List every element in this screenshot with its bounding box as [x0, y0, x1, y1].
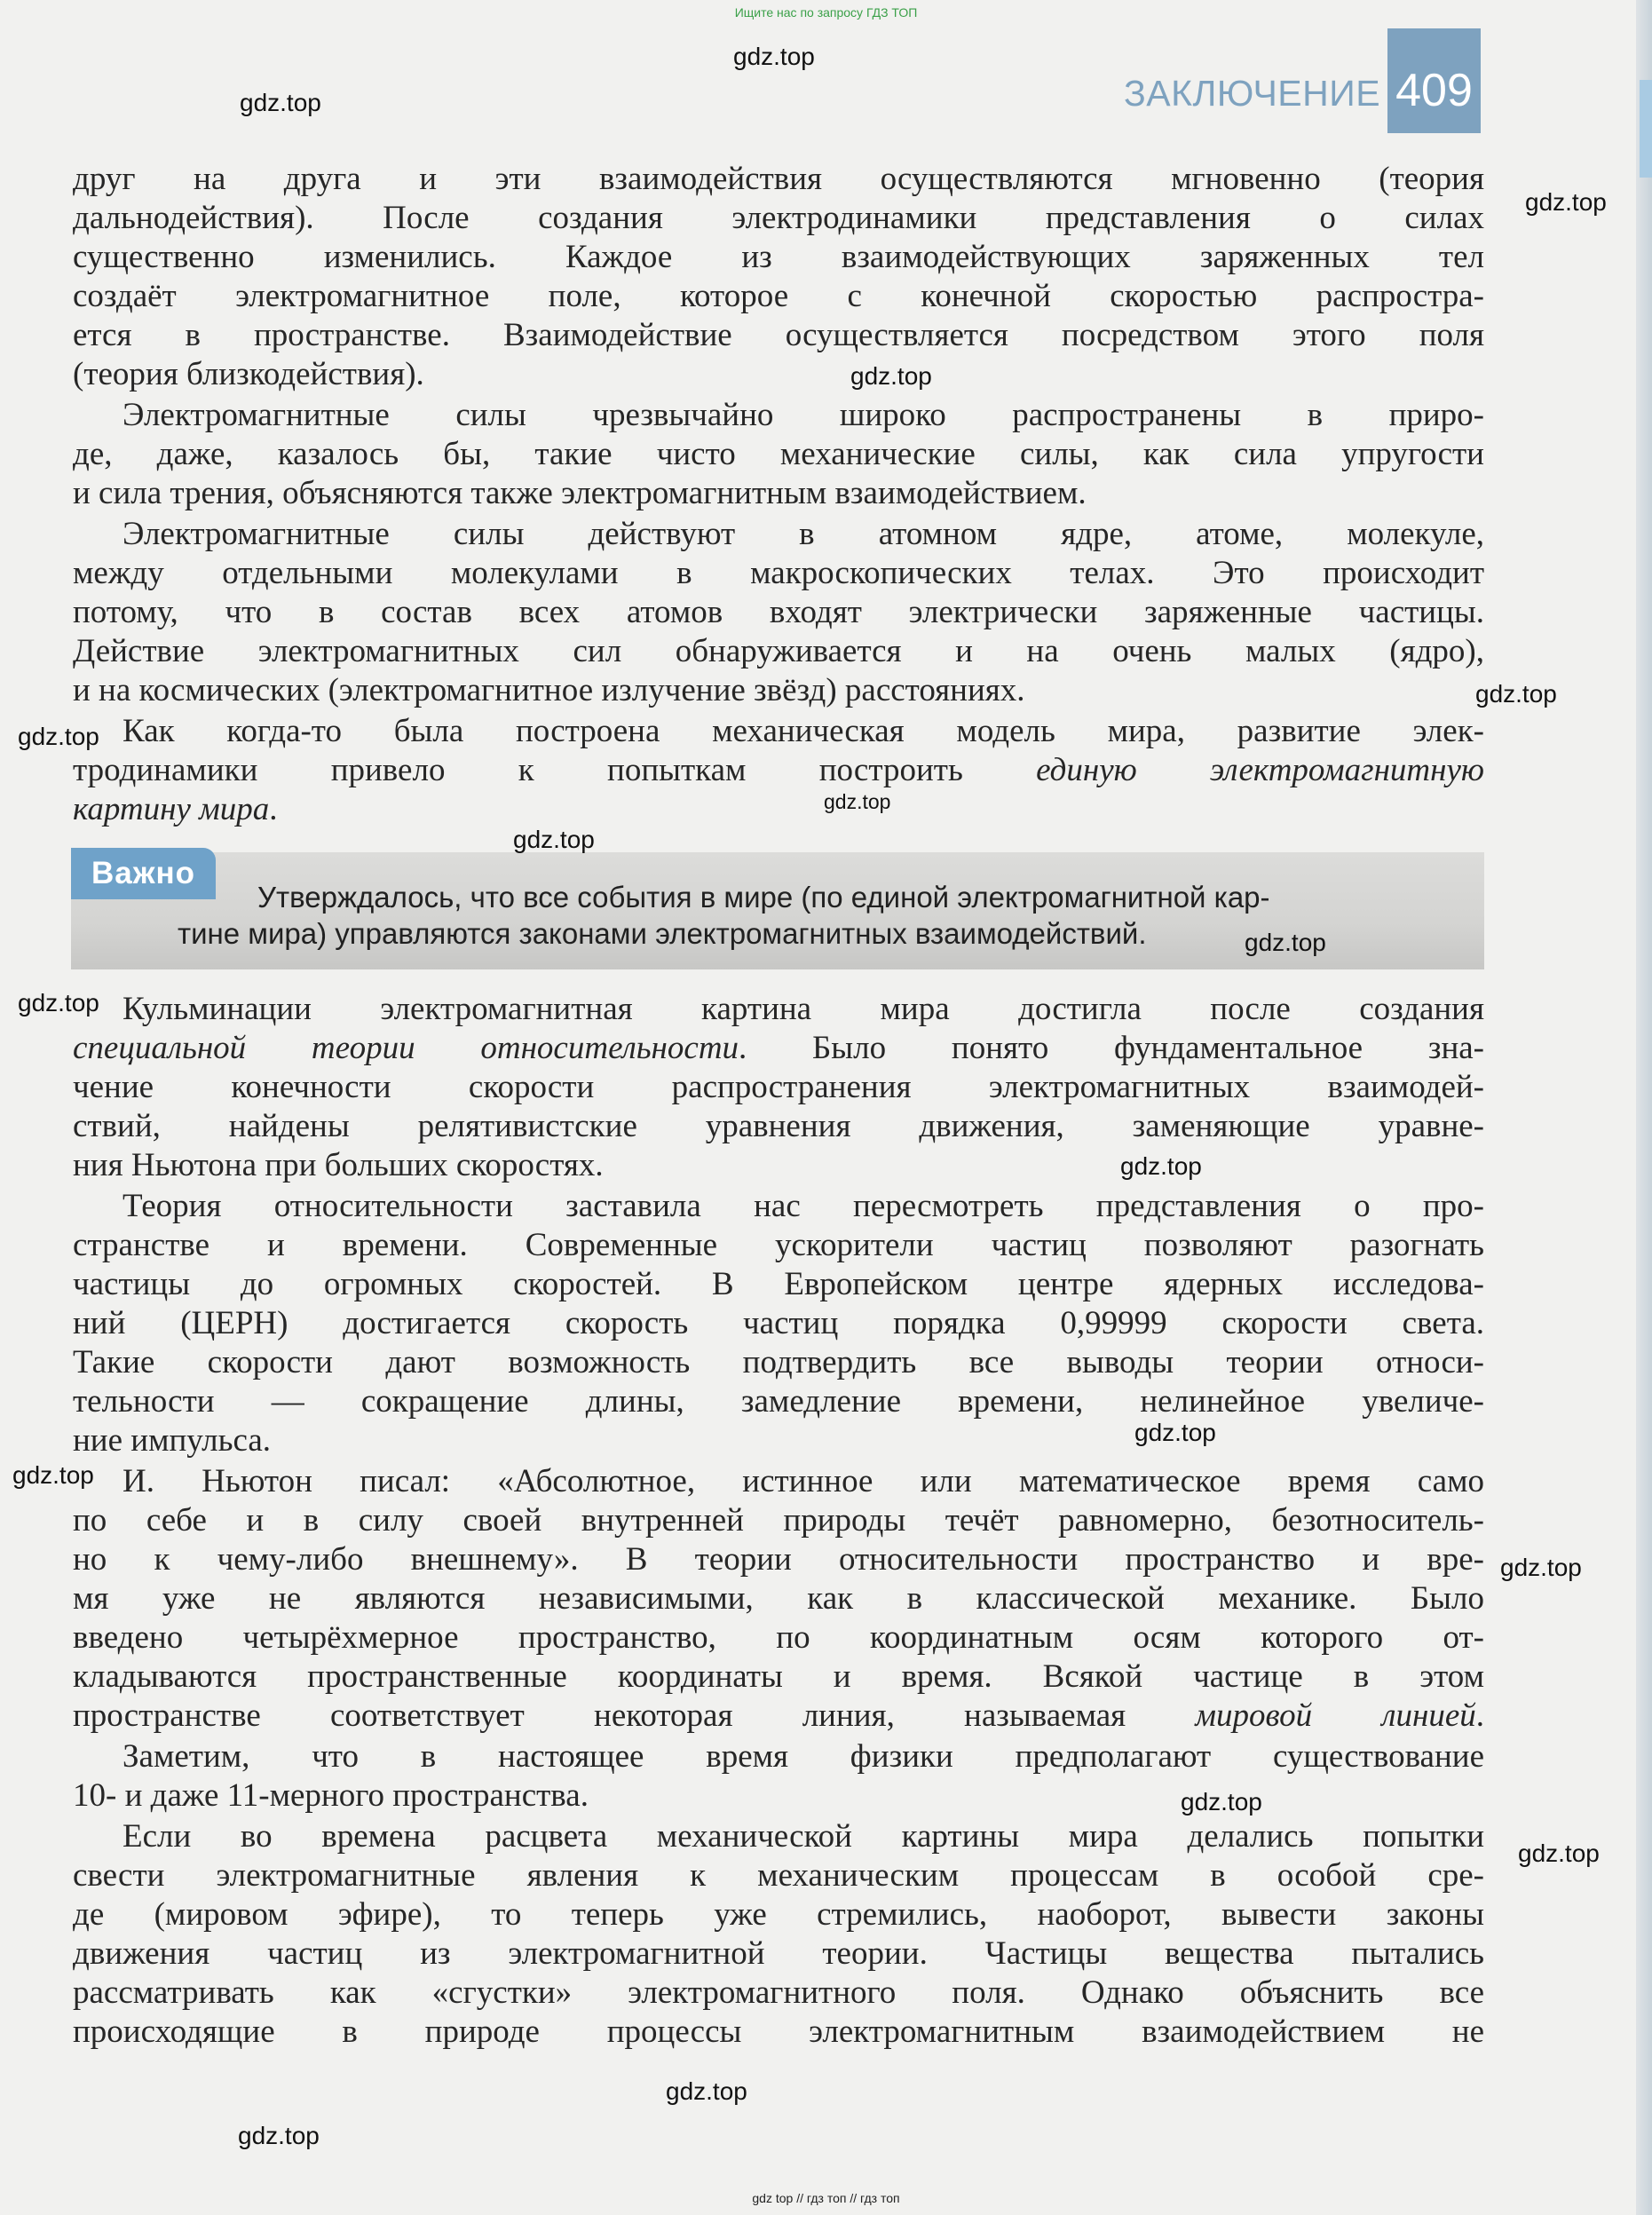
watermark: gdz.top [513, 826, 595, 853]
text-line: по себе и в силу своей внутренней природы течёт равномерно, безотноситель- [73, 1502, 1484, 1539]
watermark: gdz.top [18, 723, 99, 750]
term-emphasis: картину мира [73, 791, 270, 827]
text-segment: . [269, 791, 278, 827]
text-line: де, даже, казалось бы, такие чисто механические силы, как сила упругости [73, 436, 1484, 472]
watermark: gdz.top [666, 2077, 747, 2105]
term-emphasis: специальной теории относительности [73, 1030, 739, 1066]
text-line: рассматривать как «сгустки» электромагнитного поля. Однако объяснить все [73, 1974, 1484, 2011]
page-tab-marker [1640, 80, 1652, 178]
text-line: Действие электромагнитных сил обнаруживается и на очень малых (ядро), [73, 633, 1484, 669]
text-line: Электромагнитные силы чрезвычайно широко распространены в приро- [123, 397, 1484, 433]
watermark: gdz.top [1245, 929, 1326, 956]
text-line: происходящие в природе процессы электромагнитным взаимодействием не [73, 2013, 1484, 2050]
text-line: ствий, найдены релятивистские уравнения движения, заменяющие уравне- [73, 1108, 1484, 1144]
top-note: Ищите нас по запросу ГДЗ ТОП [734, 5, 918, 20]
text-line: Кульминации электромагнитная картина мира достигла после создания [123, 991, 1484, 1027]
watermark: gdz.top [1475, 680, 1557, 708]
text-line: де (мировом эфире), то теперь уже стремились, наоборот, вывести законы [73, 1896, 1484, 1933]
text-line [73, 790, 1484, 829]
watermark: gdz.top [238, 2122, 320, 2149]
text-segment: пространстве соответствует некоторая линия, называемая [73, 1697, 1126, 1734]
text-line: потому, что в состав всех атомов входят электрически заряженные частицы. [73, 594, 1484, 630]
watermark: gdz.top [850, 362, 932, 390]
text-line: странстве и времени. Современные ускорители частиц позволяют разогнать [73, 1227, 1484, 1263]
page-edge [1636, 0, 1652, 2215]
text-line: ния Ньютона при больших скоростях. [73, 1147, 604, 1183]
page-header [1118, 28, 1481, 133]
text-line: чение конечности скорости распространения электромагнитных взаимодей- [73, 1069, 1484, 1105]
text-line: ний (ЦЕРН) достигается скорость частиц порядка 0,99999 скорости света. [73, 1305, 1484, 1341]
footer-note: gdz top // гдз топ // гдз топ [752, 2191, 900, 2205]
text-line: кладываются пространственные координаты и время. Всякой частице в этом [73, 1658, 1484, 1695]
watermark: gdz.top [1134, 1419, 1216, 1446]
text-line: ние импульса. [73, 1422, 272, 1459]
watermark: gdz.top [824, 790, 891, 813]
text-line: и на космических (электромагнитное излучение звёзд) расстояниях. [73, 672, 1025, 708]
important-label: Важно [71, 848, 216, 899]
watermark: gdz.top [1181, 1788, 1262, 1816]
watermark: gdz.top [1120, 1152, 1202, 1180]
text-line: друг на друга и эти взаимодействия осуществляются мгновенно (теория [73, 161, 1484, 197]
text-line: Заметим, что в настоящее время физики предполагают существование [123, 1738, 1484, 1775]
term-emphasis: единую электромагнитную [1036, 752, 1485, 788]
text-line: между отдельными молекулами в макроскопических телах. Это происходит [73, 555, 1484, 591]
text-line: Как когда-то была построена механическая модель мира, развитие элек- [123, 713, 1484, 749]
text-line: создаёт электромагнитное поле, которое с конечной скоростью распростра- [73, 278, 1484, 314]
watermark: gdz.top [12, 1461, 94, 1489]
text-segment: . Было понято фундаментальное зна- [739, 1030, 1484, 1066]
text-line: введено четырёхмерное пространство, по координатным осям которого от- [73, 1619, 1484, 1656]
text-line: Если во времена расцвета механической картины мира делались попытки [123, 1818, 1484, 1855]
text-line: Теория относительности заставила нас пересмотреть представления о про- [123, 1188, 1484, 1224]
text-line: свести электромагнитные явления к механическим процессам в особой сре- [73, 1857, 1484, 1894]
text-line: и сила трения, объясняются также электромагнитным взаимодействием. [73, 475, 1087, 511]
text-segment: тродинамики привело к попыткам построить [73, 752, 963, 788]
text-line: мя уже не являются независимыми, как в классической механике. Было [73, 1580, 1484, 1617]
text-line [73, 1697, 1484, 1736]
text-line: Электромагнитные силы действуют в атомном ядре, атоме, молекуле, [123, 516, 1484, 552]
text-line: (теория близкодействия). [73, 356, 424, 392]
text-line [73, 751, 1484, 790]
watermark: gdz.top [1525, 188, 1607, 216]
text-line: частицы до огромных скоростей. В Европейском центре ядерных исследова- [73, 1266, 1484, 1302]
text-line: И. Ньютон писал: «Абсолютное, истинное или математическое время само [123, 1463, 1484, 1499]
important-text-line: тине мира) управляются законами электромагнитных взаимодействий. [178, 917, 1147, 950]
watermark: gdz.top [18, 989, 99, 1017]
text-line: ется в пространстве. Взаимодействие осуществляется посредством этого поля [73, 317, 1484, 353]
text-line: движения частиц из электромагнитной теории. Частицы вещества пытались [73, 1935, 1484, 1972]
text-line: 10- и даже 11-мерного пространства. [73, 1777, 589, 1814]
text-line: Такие скорости дают возможность подтвердить все выводы теории относи- [73, 1344, 1484, 1380]
watermark: gdz.top [733, 43, 815, 70]
text-line: дальнодействия). После создания электродинамики представления о силах [73, 200, 1484, 236]
term-emphasis: мировой линией [1195, 1697, 1476, 1734]
important-text-line: Утверждалось, что все события в мире (по единой электромагнитной кар- [257, 881, 1270, 914]
text-segment: . [1475, 1697, 1484, 1734]
watermark: gdz.top [240, 89, 321, 116]
text-line: но к чему-либо внешнему». В теории относительности пространство и вре- [73, 1541, 1484, 1578]
watermark: gdz.top [1518, 1839, 1600, 1867]
watermark: gdz.top [1500, 1554, 1582, 1581]
page-number: 409 [1387, 28, 1481, 133]
chapter-title: ЗАКЛЮЧЕНИЕ [1124, 73, 1381, 114]
text-line [73, 1029, 1484, 1068]
text-line: тельности — сокращение длины, замедление времени, нелинейное увеличе- [73, 1383, 1484, 1420]
text-line: существенно изменились. Каждое из взаимодействующих заряженных тел [73, 239, 1484, 275]
